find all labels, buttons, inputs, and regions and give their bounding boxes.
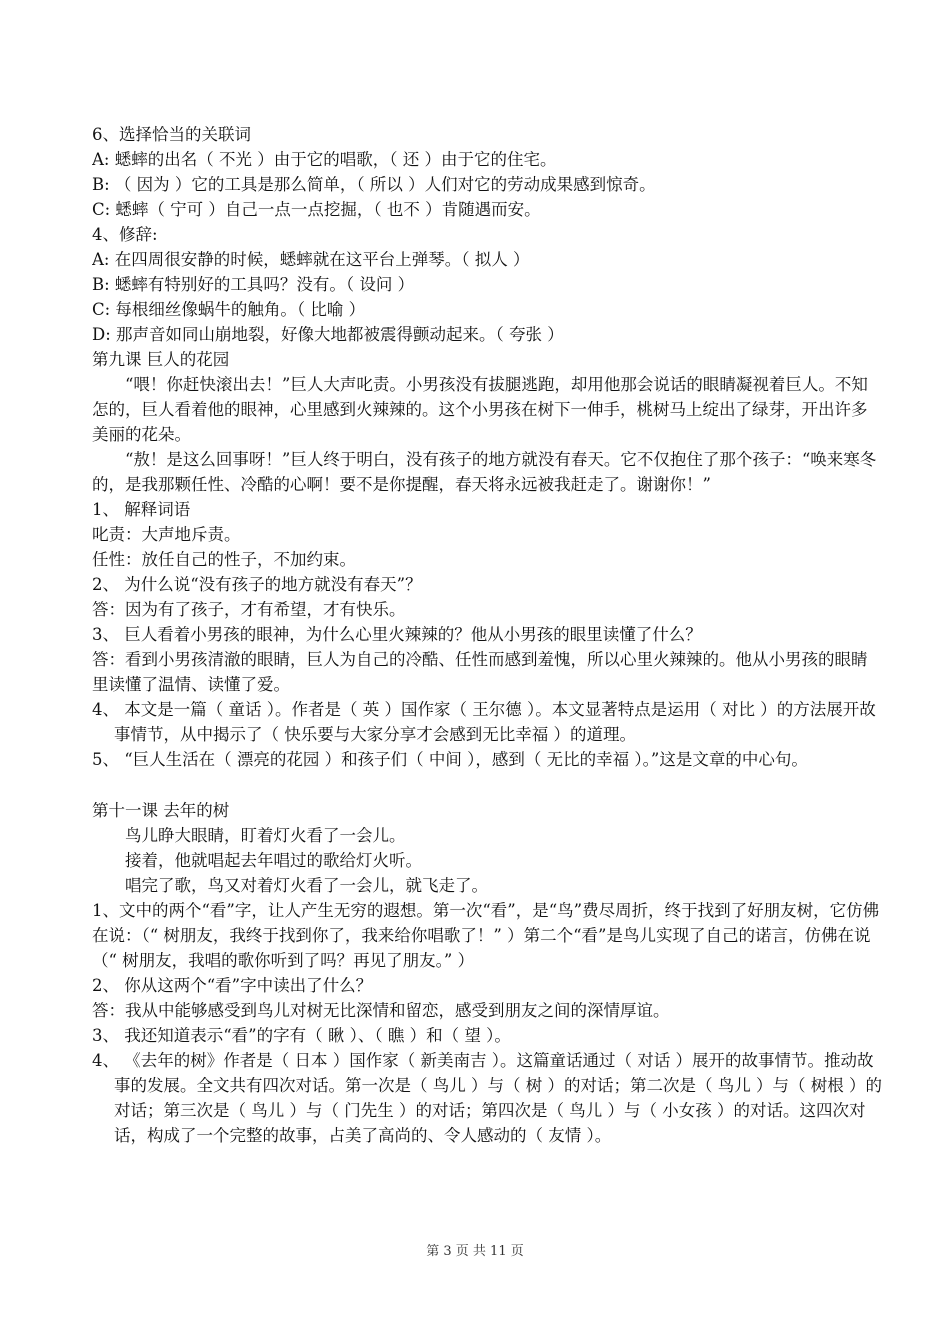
answer-line: D: 那声音如同山崩地裂，好像大地都被震得颤动起来。（ 夸张 ）	[92, 325, 564, 344]
lesson-title: 第九课 巨人的花园	[92, 350, 230, 369]
story-line: 接着，他就唱起去年唱过的歌给灯火听。	[125, 851, 422, 870]
question-line: 2、 为什么说“没有孩子的地方就没有春天”？	[92, 575, 422, 594]
answer-line: B: 蟋蟀有特别好的工具吗？没有。（ 设问 ）	[92, 275, 415, 294]
answer-line: 答：因为有了孩子，才有希望，才有快乐。	[92, 600, 406, 619]
answer-line: 答：我从中能够感受到鸟儿对树无比深情和留恋，感受到朋友之间的深情厚谊。	[92, 1001, 670, 1020]
story-line: 唱完了歌，鸟又对着灯火看了一会儿，就飞走了。	[125, 876, 488, 895]
question-paragraph: 4、 本文是一篇（ 童话 ）。作者是（ 英 ）国作家（ 王尔德 ）。本文显著特点是运用（ 对比 ）的方法展开故事情节，从中揭示了（ 快乐要与大家分享才会感到无比幸福 ）的道理。	[92, 700, 876, 744]
question-paragraph: 4、 《去年的树》作者是（ 日本 ）国作家（ 新美南吉 ）。这篇童话通过（ 对话 ）展开的故事情节。推动故事的发展。全文共有四次对话。第一次是（ 鸟儿 ）与（ 树 ）的对话；第二次是（ 鸟儿 ）与（ 树根 ）的对话；第三次是（ 鸟儿 ）与（ 门先生 ）的对话；第四次是（ 鸟儿 ）与（ 小女孩 ）的对话。这四次对话，构成了一个完整的故事，占美了高尚的、令人感动的（ 友情 ）。	[92, 1051, 882, 1145]
passage-paragraph: “喂！你赶快滚出去！”巨人大声叱责。小男孩没有拔腿逃跑，却用他那会说话的眼睛凝视着巨人。不知怎的，巨人看着他的眼神，心里感到火辣辣的。这个小男孩在树下一伸手，桃树马上绽出了绿芽，开出许多美丽的花朵。	[92, 375, 868, 444]
question-line: 1、 解释词语	[92, 500, 191, 519]
page-footer: 第 3 页 共 11 页	[426, 1244, 524, 1259]
question-line: 3、 我还知道表示“看”的字有（ 瞅 ）、（ 瞧 ）和（ 望 ）。	[92, 1026, 511, 1045]
lesson-title: 第十一课 去年的树	[92, 801, 230, 820]
document-body	[92, 122, 882, 1148]
spacer	[92, 772, 882, 798]
answer-line: B: （ 因为 ）它的工具是那么简单，（ 所以 ）人们对它的劳动成果感到惊奇。	[92, 175, 656, 194]
question-line: 2、 你从这两个“看”字中读出了什么？	[92, 976, 373, 995]
story-line: 鸟儿睁大眼睛，盯着灯火看了一会儿。	[125, 826, 406, 845]
question-paragraph: 1、文中的两个“看”字，让人产生无穷的遐想。第一次“看”，是“鸟”费尽周折，终于找到了好朋友树，它仿佛在说：（“ 树朋友，我终于找到你了，我来给你唱歌了！” ）第二个“看”是鸟儿实现了自己的诺言，仿佛在说（“ 树朋友，我唱的歌你听到了吗？再见了朋友。” ）	[92, 901, 880, 970]
passage-paragraph: “敖！是这么回事呀！”巨人终于明白，没有孩子的地方就没有春天。它不仅抱住了那个孩子：“唤来寒冬的，是我那颗任性、冷酷的心啊！要不是你提醒，春天将永远被我赶走了。谢谢你！”	[92, 450, 877, 494]
section-heading: 4、修辞:	[92, 225, 158, 244]
answer-line: C: 每根细丝像蜗牛的触角。（ 比喻 ）	[92, 300, 366, 319]
answer-line: 任性：放任自己的性子，不加约束。	[92, 550, 356, 569]
answer-paragraph: 答：看到小男孩清澈的眼睛，巨人为自己的冷酷、任性而感到羞愧，所以心里火辣辣的。他从小男孩的眼睛里读懂了温情、读懂了爱。	[92, 650, 868, 694]
answer-line: A: 在四周很安静的时候，蟋蟀就在这平台上弹琴。（ 拟人 ）	[92, 250, 530, 269]
answer-line: C: 蟋蟀（ 宁可 ）自己一点一点挖掘，（ 也不 ）肯随遇而安。	[92, 200, 541, 219]
section-heading: 6、选择恰当的关联词	[92, 125, 251, 144]
answer-line: A: 蟋蟀的出名（ 不光 ）由于它的唱歌，（ 还 ）由于它的住宅。	[92, 150, 557, 169]
question-paragraph: 5、 “巨人生活在（ 漂亮的花园 ）和孩子们（ 中间 ），感到（ 无比的幸福 ）。”这是文章的中心句。	[92, 750, 808, 769]
answer-line: 叱责：大声地斥责。	[92, 525, 241, 544]
question-line: 3、 巨人看着小男孩的眼神，为什么心里火辣辣的？他从小男孩的眼里读懂了什么？	[92, 625, 702, 644]
